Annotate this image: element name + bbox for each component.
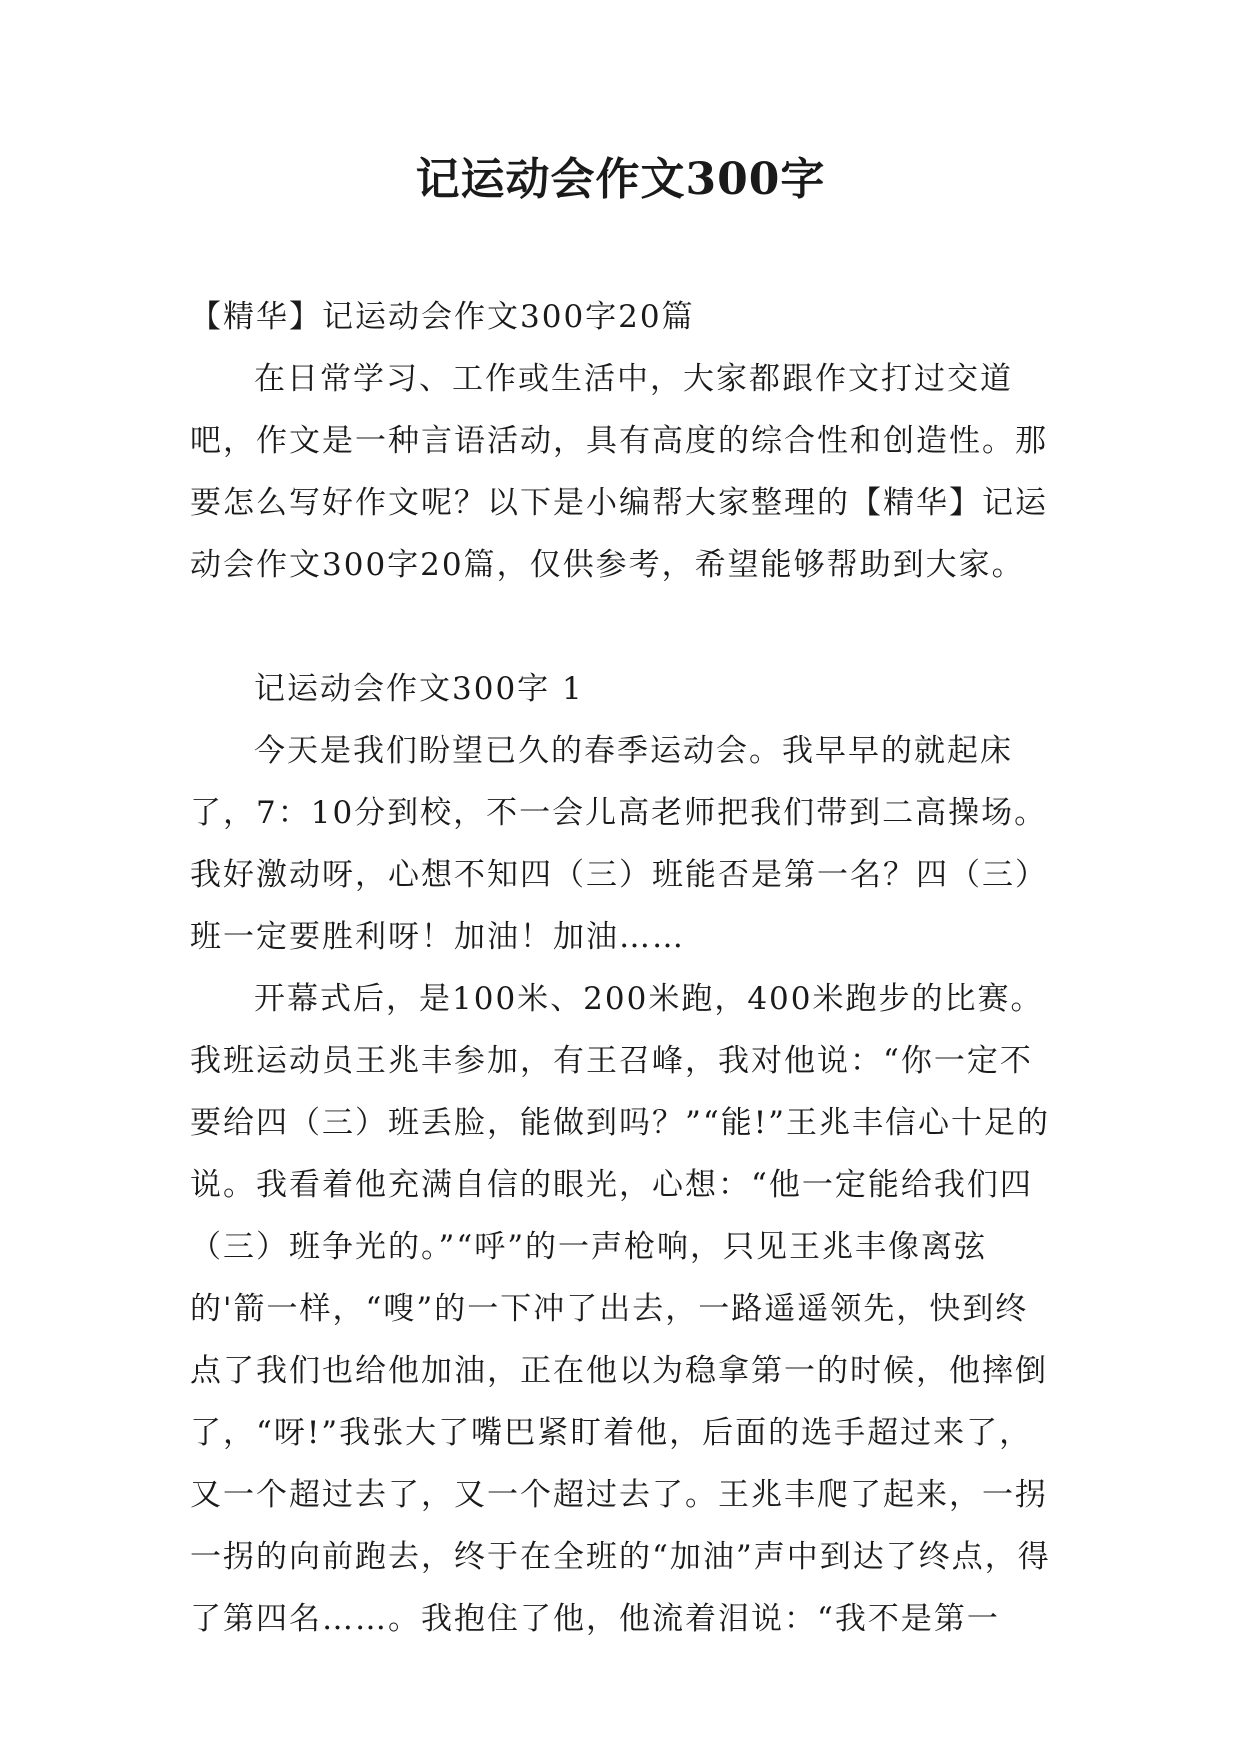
body-paragraph: 开幕式后，是100米、200米跑，400米跑步的比赛。我班运动员王兆丰参加，有王召峰，我对他说：“你一定不要给四（三）班丢脸，能做到吗？”“能!”王兆丰信心十足的说。我看着他充满自信的眼光，心想：“他一定能给我们四（三）班争光的。”“呼”的一声枪响，只见王兆丰像离弦的'箭一样，“嗖”的一下冲了出去，一路遥遥领先，快到终点了我们也给他加油，正在他以为稳拿第一的时候，他摔倒了，“呀!”我张大了嘴巴紧盯着他，后面的选手超过来了，又一个超过去了，又一个超过去了。王兆丰爬了起来，一拐一拐的向前跑去，终于在全班的“加油”声中到达了终点，得了第四名……。我抱住了他，他流着泪说：“我不是第一 [190,981,1051,1637]
document-subtitle: 【精华】记运动会作文300字20篇 [190,299,695,335]
intro-paragraph: 在日常学习、工作或生活中，大家都跟作文打过交道吧，作文是一种言语活动，具有高度的综合性和创造性。那要怎么写好作文呢？以下是小编帮大家整理的【精华】记运动会作文300字20篇，仅供参考，希望能够帮助到大家。 [190,361,1048,583]
body-paragraph: 今天是我们盼望已久的春季运动会。我早早的就起床了，7：10分到校，不一会儿高老师把我们带到二高操场。我好激动呀，心想不知四（三）班能否是第一名？四（三）班一定要胜利呀！加油！加油…… [190,733,1048,955]
document-title: 记运动会作文300字 [415,154,826,205]
paragraph-spacer [190,596,1060,658]
document-body [190,286,1060,1650]
section-heading: 记运动会作文300字 1 [254,671,584,707]
